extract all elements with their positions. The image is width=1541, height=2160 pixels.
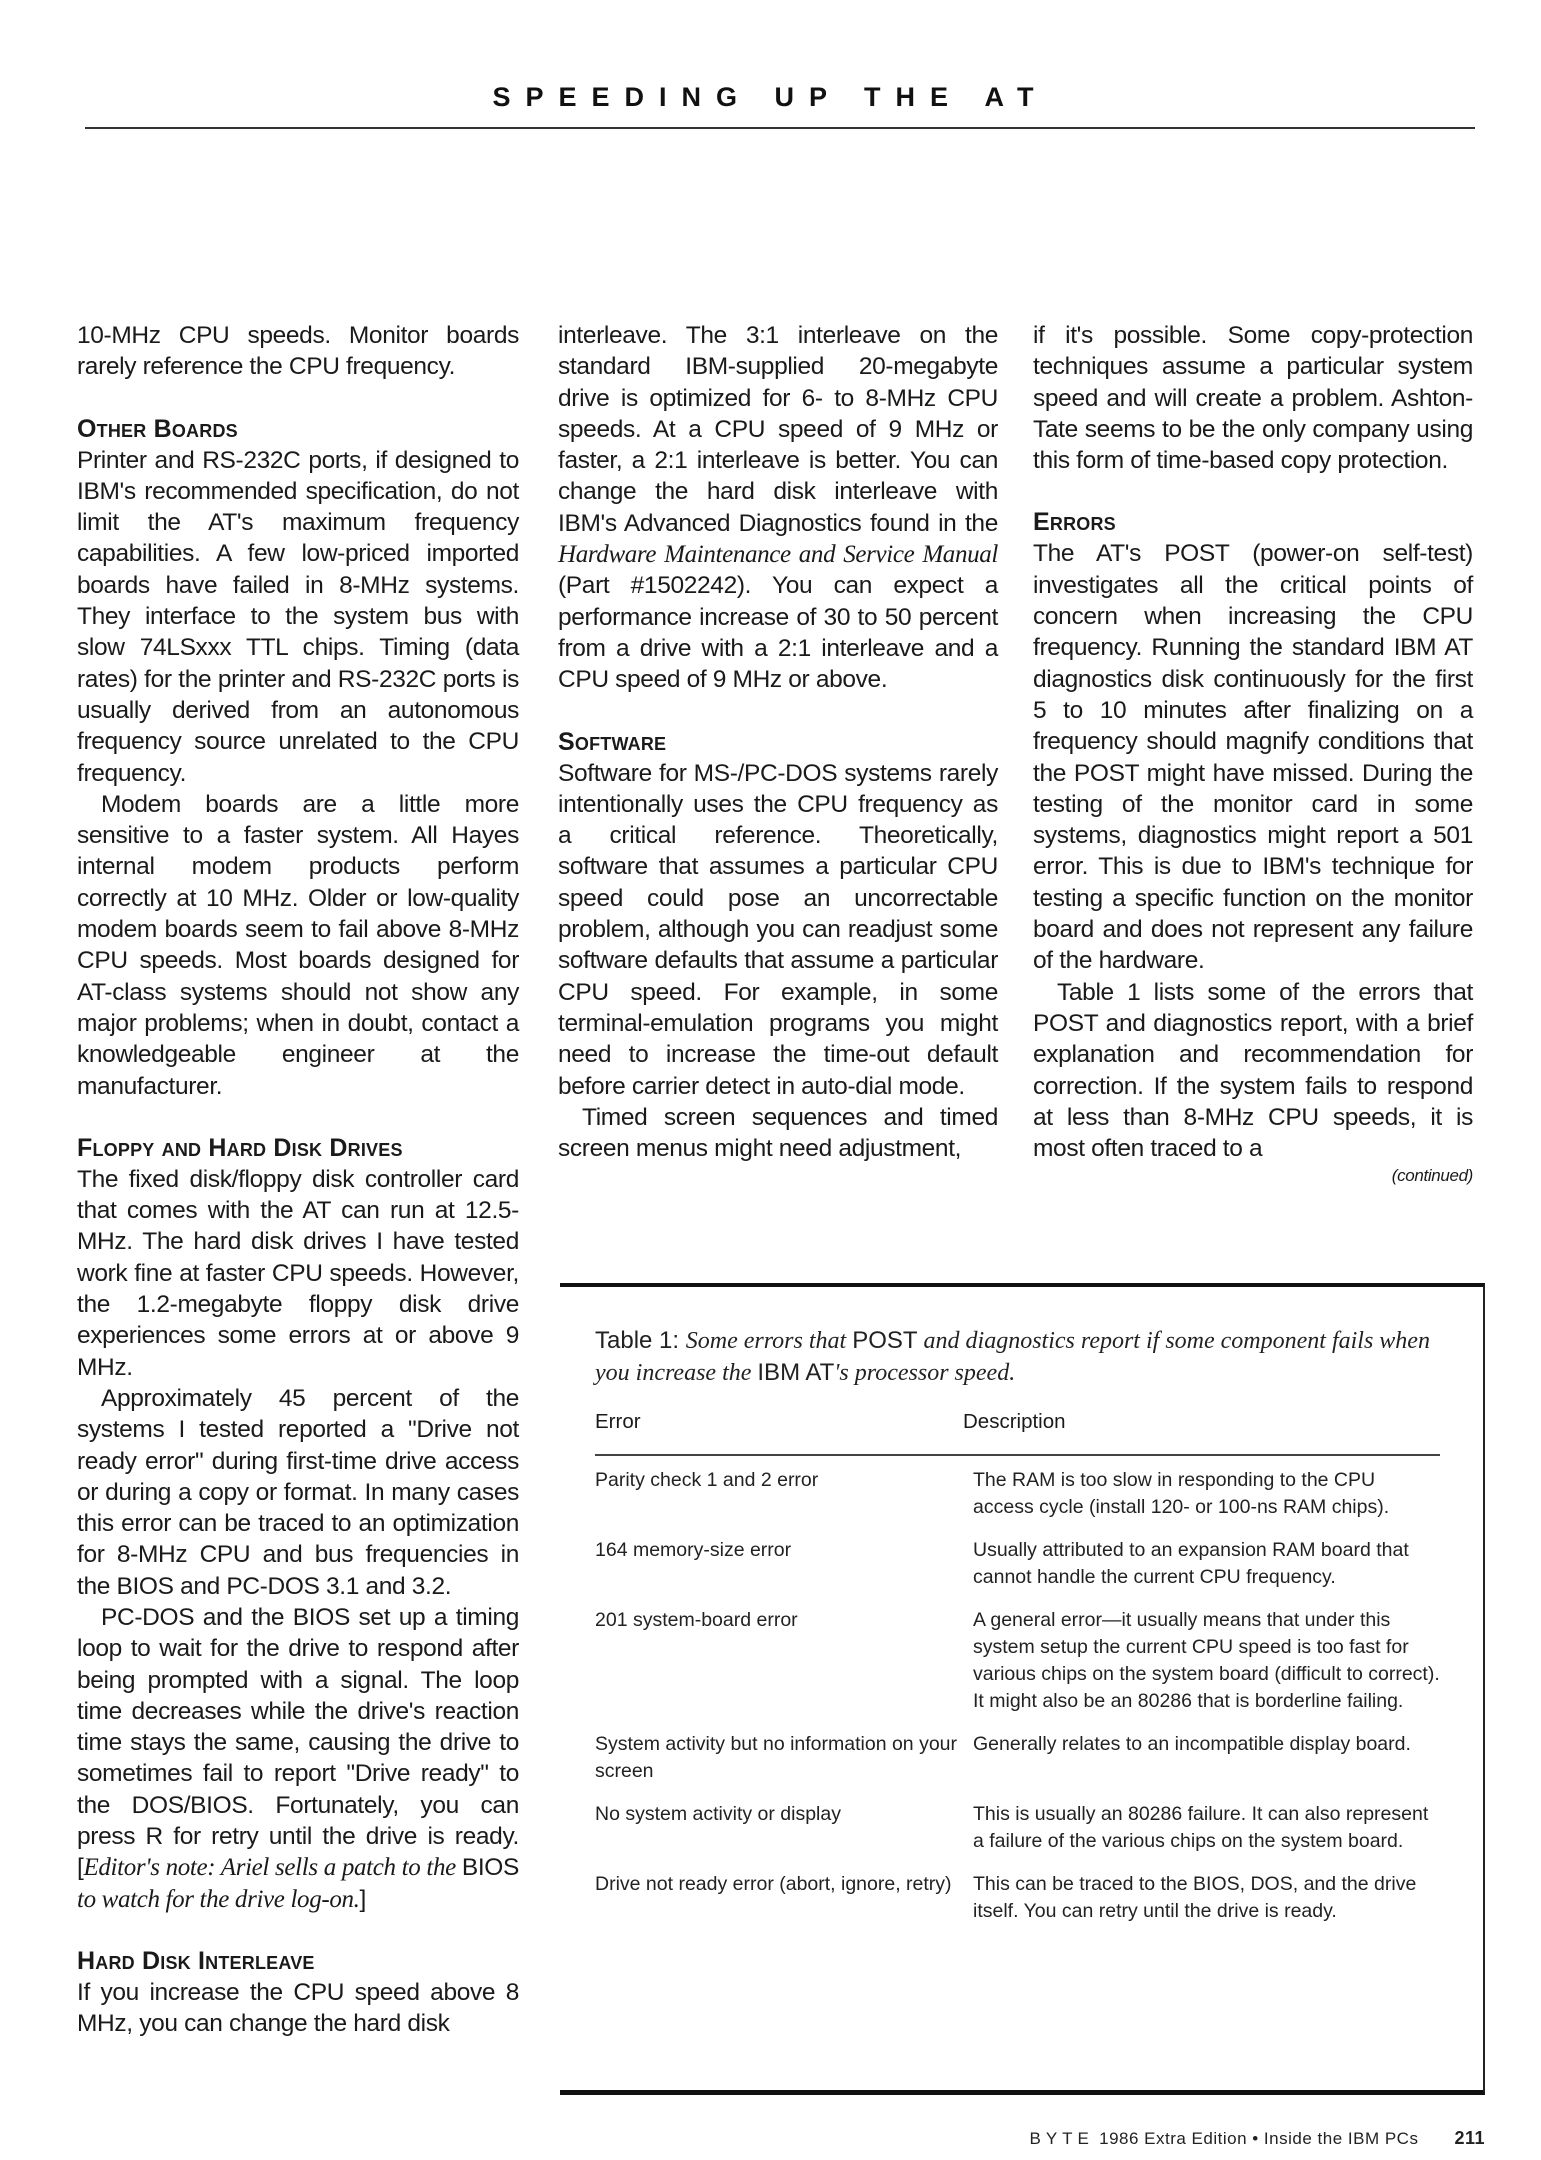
magazine-name: BYTE	[1029, 2129, 1094, 2148]
caption-text: Some errors that	[685, 1328, 853, 1354]
table-caption	[595, 1325, 1455, 1389]
paragraph: 10-MHz CPU speeds. Monitor boards rarely reference the CPU frequency.	[77, 322, 519, 381]
table-row	[595, 1731, 1440, 1785]
caption-text: 's processor speed.	[834, 1360, 1016, 1386]
errors-table	[560, 1283, 1485, 2095]
table-header	[595, 1410, 1440, 1456]
table-label: Table 1:	[595, 1327, 686, 1354]
column-header-description: Description	[963, 1410, 1066, 1433]
bracket: ]	[359, 1885, 366, 1913]
table-body	[595, 1467, 1440, 1941]
section-heading-hard-disk-interleave: Hard Disk Interleave	[77, 1946, 315, 1975]
paragraph: If you increase the CPU speed above 8 MHz, you can change the hard disk	[77, 1978, 519, 2038]
description-cell: This can be traced to the BIOS, DOS, and the drive itself. You can retry until the drive is ready.	[973, 1873, 1417, 1922]
paragraph: Software for MS-/PC-DOS systems rarely intentionally uses the CPU frequency as a critical reference. Theoretically, software that assumes a particular CPU speed could pose an uncorrectable problem, although you can readjust some software defaults that assume a particular CPU speed. For example, in some terminal-emulation programs you might need to increase the time-out default before carrier detect in auto-dial mode.	[558, 759, 998, 1100]
paragraph: The fixed disk/floppy disk controller card that comes with the AT can run at 12.5-MHz. The hard disk drives I have tested work fine at faster CPU speeds. However, the 1.2-megabyte floppy disk drive experiences some errors at or above 9 MHz.	[77, 1165, 519, 1381]
paragraph	[77, 1602, 519, 1915]
paragraph: Table 1 lists some of the errors that POST and diagnostics report, with a brief explanation and recommendation for correction. If the system fails to respond at less than 8-MHz CPU speeds, it is most often traced to a	[1033, 978, 1473, 1163]
section-heading-software: Software	[558, 727, 667, 756]
description-cell: Generally relates to an incompatible display board.	[973, 1733, 1411, 1755]
section-heading-errors: Errors	[1033, 508, 1116, 537]
error-cell: Drive not ready error (abort, ignore, retry)	[595, 1873, 952, 1895]
column-2	[558, 320, 998, 1164]
paragraph: The AT's POST (power-on self-test) investigates all the critical points of concern when increasing the CPU frequency. Running the standard IBM AT diagnostics disk continuously for the first 5 to 10 minutes after finalizing on a frequency should magnify conditions that the POST might have missed. During the testing of the monitor card in some systems, diagnostics might report a 501 error. This is due to IBM's technique for testing a specific function on the monitor board and does not represent any failure of the hardware.	[1033, 540, 1473, 975]
bracket: [	[77, 1854, 84, 1882]
table-row	[595, 1537, 1440, 1591]
edition-text: 1986 Extra Edition • Inside the IBM PCs	[1093, 2129, 1419, 2148]
page-footer	[1029, 2128, 1485, 2149]
paragraph-text: interleave. The 3:1 interleave on the standard IBM-supplied 20-megabyte drive is optimized for 6- to 8-MHz CPU speeds. At a CPU speed of 9 MHz or faster, a 2:1 interleave is better. You can change the hard disk interleave with IBM's Advanced Diagnostics found in the	[558, 322, 998, 537]
paragraph: Printer and RS-232C ports, if designed to IBM's recommended specification, do not limit the AT's maximum frequency capabilities. A few low-priced imported boards have failed in 8-MHz systems. They interface to the system bus with slow 74LSxxx TTL chips. Timing (data rates) for the printer and RS-232C ports is usually derived from an autonomous frequency source unrelated to the CPU frequency.	[77, 446, 519, 787]
continued-note: (continued)	[1391, 1166, 1473, 1186]
error-cell: No system activity or display	[595, 1803, 841, 1825]
paragraph: if it's possible. Some copy-protection techniques assume a particular system speed and will create a problem. Ashton-Tate seems to be the only company using this form of time-based copy protection.	[1033, 322, 1473, 475]
error-cell: 164 memory-size error	[595, 1539, 792, 1561]
caption-text: and diagnostics report if some component fails when you increase the	[595, 1328, 1430, 1386]
editors-note-text: to watch for the drive log-on.	[77, 1885, 360, 1913]
description-cell: Usually attributed to an expansion RAM board that cannot handle the current CPU frequency.	[973, 1539, 1409, 1588]
paragraph-text: (Part #1502242). You can expect a performance increase of 30 to 50 percent from a drive with a 2:1 interleave and a CPU speed of 9 MHz or above.	[558, 572, 998, 694]
paragraph: Approximately 45 percent of the systems I tested reported a "Drive not ready error" during first-time drive access or during a copy or format. In many cases this error can be traced to an optimization for 8-MHz CPU and bus frequencies in the BIOS and PC-DOS 3.1 and 3.2.	[77, 1384, 519, 1600]
header-rule	[85, 127, 1475, 129]
editors-note-bios: BIOS	[461, 1854, 519, 1882]
caption-text: POST	[852, 1327, 918, 1354]
column-header-error: Error	[595, 1410, 641, 1433]
editors-note-label: Editor's note:	[83, 1854, 216, 1882]
table-row	[595, 1467, 1440, 1521]
table-row	[595, 1801, 1440, 1855]
running-head: SPEEDING UP THE AT	[492, 82, 1049, 112]
page-number: 211	[1454, 2128, 1485, 2148]
error-cell: Parity check 1 and 2 error	[595, 1469, 819, 1491]
table-row	[595, 1871, 1440, 1925]
column-3	[1033, 320, 1473, 1188]
caption-text: IBM AT	[757, 1359, 835, 1386]
paragraph: Modem boards are a little more sensitive to a faster system. All Hayes internal modem products perform correctly at 10 MHz. Older or low-quality modem boards seem to fail above 8-MHz CPU speeds. Most boards designed for AT-class systems should not show any major problems; when in doubt, contact a knowledgeable engineer at the manufacturer.	[77, 790, 519, 1100]
manual-title: Hardware Maintenance and Service Manual	[558, 541, 998, 569]
table-row	[595, 1607, 1440, 1715]
error-cell: 201 system-board error	[595, 1609, 798, 1631]
description-cell: The RAM is too slow in responding to the CPU access cycle (install 120- or 100-ns RAM chips).	[973, 1469, 1390, 1518]
section-heading-floppy-hard-disk: Floppy and Hard Disk Drives	[77, 1133, 403, 1162]
paragraph	[558, 320, 998, 696]
description-cell: A general error—it usually means that under this system setup the current CPU speed is too fast for various chips on the system board (difficult to correct). It might also be an 80286 that is borderline failing.	[973, 1609, 1440, 1712]
description-cell: This is usually an 80286 failure. It can also represent a failure of the various chips on the system board.	[973, 1803, 1429, 1852]
column-1	[77, 320, 519, 2040]
paragraph-text: PC-DOS and the BIOS set up a timing loop to wait for the drive to respond after being prompted with a signal. The loop time decreases while the drive's reaction time stays the same, causing the drive to sometimes fail to report "Drive ready" to the DOS/BIOS. Fortunately, you can press R for retry until the drive is ready.	[77, 1603, 519, 1851]
error-cell: System activity but no information on your screen	[595, 1733, 957, 1782]
section-heading-other-boards: Other Boards	[77, 414, 238, 443]
paragraph: Timed screen sequences and timed screen menus might need adjustment,	[558, 1103, 998, 1163]
editors-note-text: Ariel sells a patch to the	[215, 1854, 462, 1882]
